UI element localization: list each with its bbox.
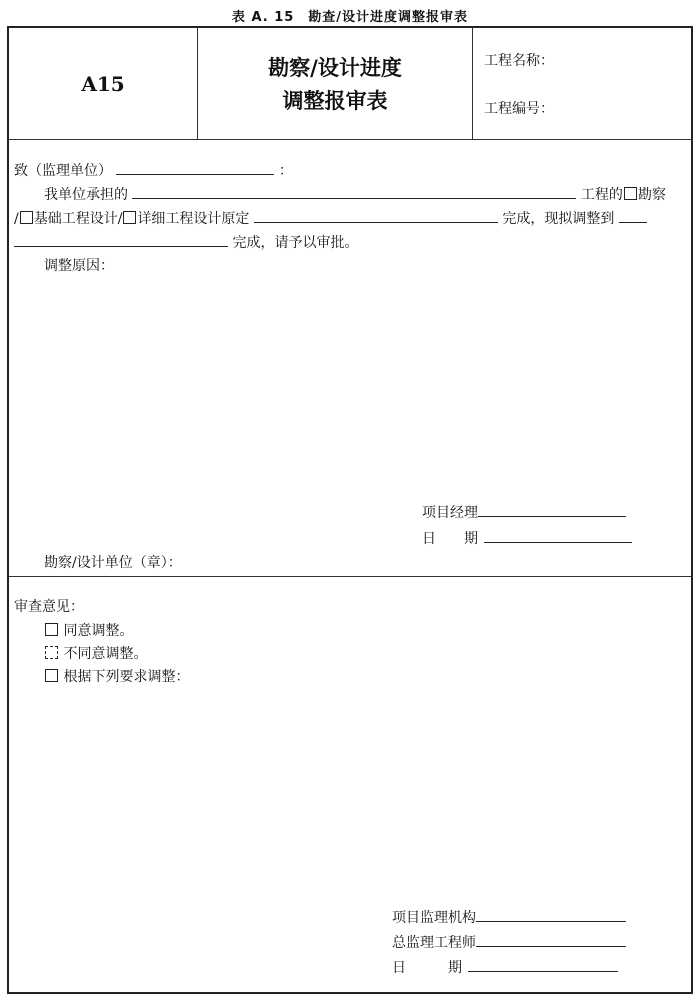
project-field[interactable] xyxy=(132,184,576,199)
org-field[interactable] xyxy=(476,907,626,922)
to-line xyxy=(14,160,293,181)
detail-design-option-label: 详细工程设计原定 xyxy=(137,211,250,227)
date-label: 日 期 xyxy=(422,531,478,547)
date-field[interactable] xyxy=(484,528,632,543)
org-label: 项目监理机构 xyxy=(392,910,476,926)
pm-field[interactable] xyxy=(478,502,626,517)
review-date-line xyxy=(392,957,618,977)
form-header xyxy=(9,28,691,140)
chief-label: 总监理工程师 xyxy=(392,935,476,951)
line3-suffix: 完成，请予以审批。 xyxy=(232,235,359,251)
agree-label: 同意调整。 xyxy=(63,623,134,639)
agree-checkbox[interactable] xyxy=(45,623,58,636)
to-colon: ： xyxy=(278,163,293,179)
pm-line xyxy=(422,502,626,522)
org-line xyxy=(392,907,626,927)
pm-label: 项目经理 xyxy=(422,505,478,521)
supervisor-unit-field[interactable] xyxy=(116,160,274,175)
date-line xyxy=(422,528,632,548)
opinion-label: 审查意见： xyxy=(14,599,84,615)
review-section xyxy=(9,577,691,992)
review-date-field[interactable] xyxy=(468,957,618,972)
adjusted-date-field[interactable] xyxy=(619,208,647,223)
form-code: A15 xyxy=(81,71,125,96)
line1-suffix: 工程的 xyxy=(580,187,623,203)
form-title xyxy=(198,28,472,139)
request-line xyxy=(14,232,358,253)
project-name-label: 工程名称： xyxy=(484,53,554,69)
unit-seal-label: 勘察/设计单位（章）： xyxy=(44,555,182,571)
conditional-checkbox[interactable] xyxy=(45,669,58,682)
option-agree[interactable] xyxy=(44,621,133,641)
form-title-line2: 调整报审表 xyxy=(282,87,388,113)
project-no-label: 工程编号： xyxy=(484,101,554,117)
line2-slash: / xyxy=(14,211,19,227)
review-date-label: 日 期 xyxy=(392,960,462,976)
form-title-line1: 勘察/设计进度 xyxy=(268,54,402,80)
disagree-checkbox[interactable] xyxy=(45,646,58,659)
adjusted-date-field-cont[interactable] xyxy=(14,232,228,247)
basic-design-checkbox[interactable] xyxy=(20,211,33,224)
line2-suffix: 完成，现拟调整到 xyxy=(502,211,615,227)
detail-design-checkbox[interactable] xyxy=(123,211,136,224)
commitment-line xyxy=(44,184,666,205)
disagree-label: 不同意调整。 xyxy=(63,646,148,662)
chief-field[interactable] xyxy=(476,932,626,947)
line1-prefix: 我单位承担的 xyxy=(44,187,128,203)
option-conditional[interactable] xyxy=(44,667,189,687)
original-date-field[interactable] xyxy=(254,208,498,223)
schedule-line xyxy=(14,208,647,229)
table-caption: 表 A. 15 勘查/设计进度调整报审表 xyxy=(231,10,469,25)
survey-option-label: 勘察 xyxy=(637,187,666,203)
application-section xyxy=(9,140,691,577)
to-label: 致（监理单位） xyxy=(14,163,112,179)
review-form xyxy=(7,26,693,994)
option-disagree[interactable] xyxy=(44,644,147,664)
survey-checkbox[interactable] xyxy=(624,187,637,200)
conditional-label: 根据下列要求调整： xyxy=(63,669,190,685)
chief-line xyxy=(392,932,626,952)
basic-design-option-label: 基础工程设计/ xyxy=(33,211,123,227)
reason-label: 调整原因： xyxy=(44,258,114,274)
header-divider xyxy=(472,28,473,139)
